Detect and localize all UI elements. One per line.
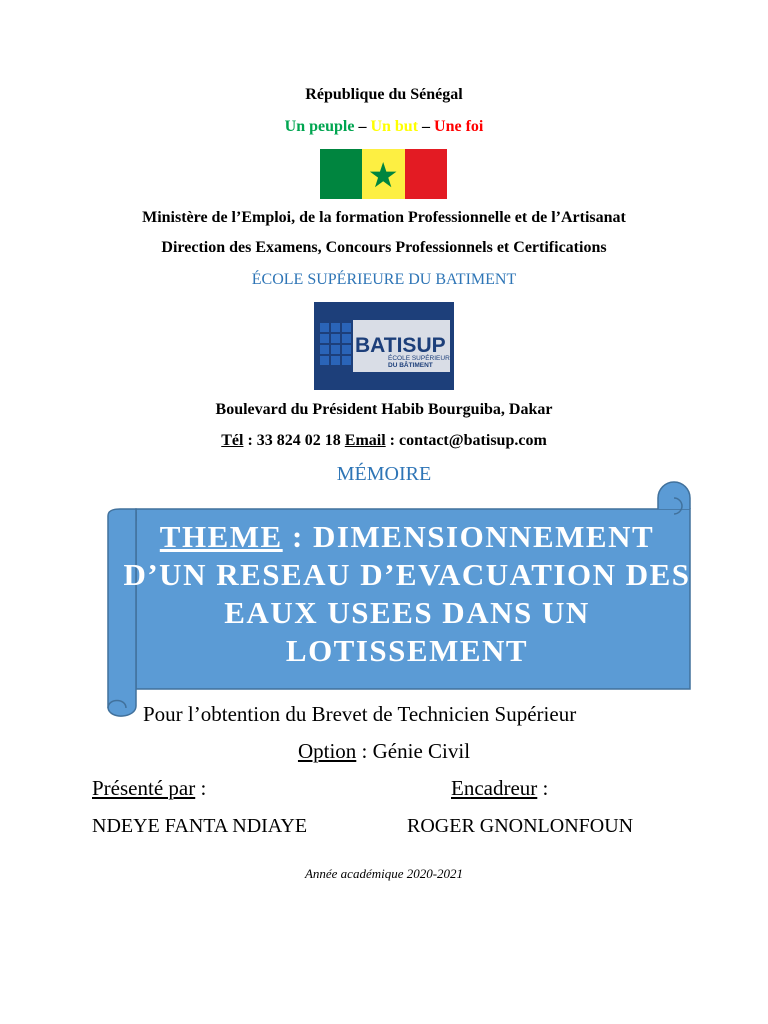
flag-yellow-band — [362, 149, 404, 199]
motto-part-1: Un peuple — [284, 118, 355, 135]
presenter-heading — [92, 776, 206, 801]
logo-tagline-2: DU BÂTIMENT — [388, 362, 433, 369]
republic-title: République du Sénégal — [305, 86, 463, 103]
flag-green-band — [320, 149, 362, 199]
supervisor-label: Encadreur — [451, 776, 538, 800]
supervisor-suffix: : — [537, 776, 549, 800]
motto-separator-2: – — [418, 118, 435, 135]
batisup-logo-graphic — [314, 302, 454, 390]
batisup-logo-icon — [314, 302, 454, 390]
national-motto — [0, 118, 768, 136]
motto-separator-1: – — [354, 118, 371, 135]
option-label: Option — [297, 739, 357, 763]
tel-label: Tél — [221, 432, 244, 449]
star-icon — [362, 149, 404, 199]
ministry-name: Ministère de l’Emploi, de la formation Professionnelle et de l’Artisanat — [142, 209, 626, 226]
contact-line — [0, 432, 768, 450]
email-label: Email — [344, 432, 386, 449]
theme-title — [122, 518, 692, 670]
option-line — [0, 739, 768, 764]
motto-part-2: Un but — [370, 118, 419, 135]
senegal-flag-icon — [320, 149, 447, 199]
theme-separator: : — [282, 519, 314, 554]
diploma-purpose: Pour l’obtention du Brevet de Technicien Supérieur — [143, 702, 577, 726]
email-value: : contact@batisup.com — [385, 432, 547, 449]
school-address: Boulevard du Président Habib Bourguiba, Dakar — [215, 401, 553, 418]
school-name: ÉCOLE SUPÉRIEURE DU BATIMENT — [251, 271, 517, 288]
academic-year: Année académique 2020-2021 — [304, 866, 464, 881]
option-value: : Génie Civil — [356, 739, 471, 763]
presenter-name: NDEYE FANTA NDIAYE — [92, 815, 308, 837]
motto-part-3: Une foi — [434, 118, 484, 135]
theme-label: THEME — [159, 519, 283, 554]
logo-tagline-1: ÉCOLE SUPÉRIEURE — [388, 355, 454, 362]
supervisor-name: ROGER GNONLONFOUN — [407, 815, 634, 837]
theme-text: DIMENSIONNEMENT D’UN RESEAU D’EVACUATION DES EAUX USEES DANS UN LOTISSEMENT — [123, 519, 691, 668]
supervisor-heading — [451, 776, 548, 801]
direction-name: Direction des Examens, Concours Professionnels et Certifications — [161, 239, 607, 256]
logo-brand: BATISUP — [355, 334, 446, 357]
flag-red-band — [405, 149, 447, 199]
presenter-label: Présenté par — [92, 776, 196, 800]
tel-value: : 33 824 02 18 — [243, 432, 345, 449]
presenter-suffix: : — [195, 776, 207, 800]
document-type: MÉMOIRE — [336, 463, 432, 485]
